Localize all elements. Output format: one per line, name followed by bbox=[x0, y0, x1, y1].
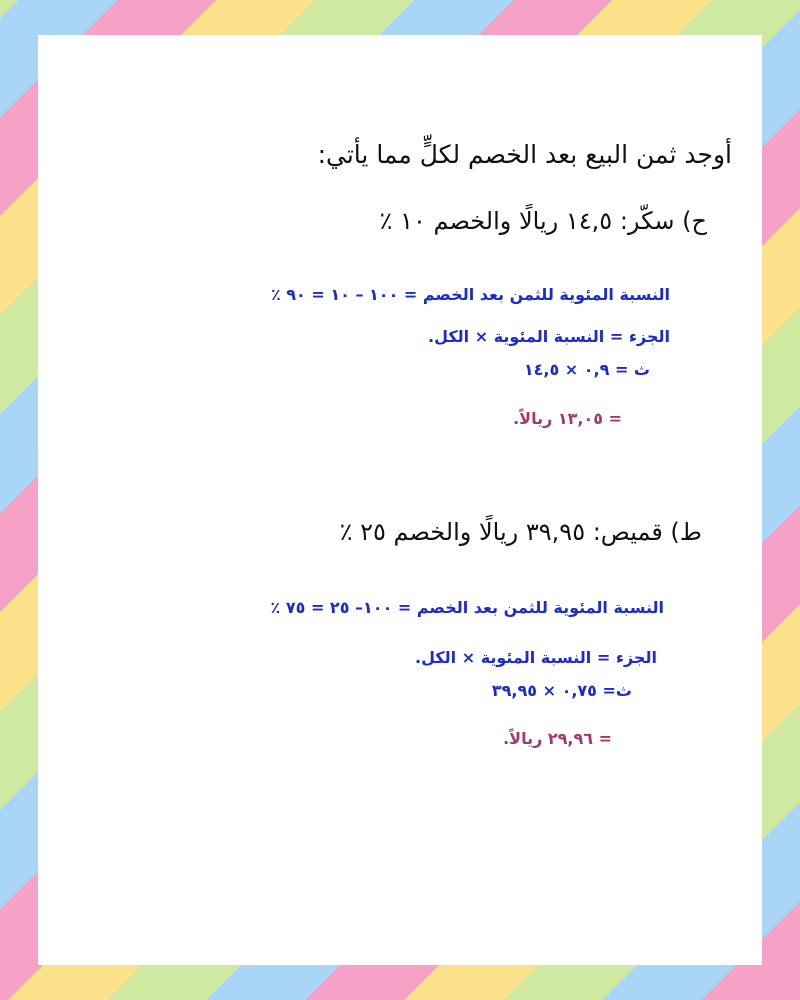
solution-step: النسبة المئوية للثمن بعد الخصم = ١٠٠– ٢٥ = ٧٥ ٪ bbox=[270, 598, 664, 617]
solution-step: الجزء = النسبة المئوية × الكل. bbox=[414, 648, 657, 667]
solution-step: ث= ٠,٧٥ × ٣٩,٩٥ bbox=[491, 681, 632, 700]
solution-answer: = ٢٩,٩٦ ريالاً. bbox=[503, 729, 612, 748]
solution-step: النسبة المئوية للثمن بعد الخصم = ١٠٠ – ١٠ = ٩٠ ٪ bbox=[270, 285, 670, 304]
problem-statement: ح) سكّر: ١٤,٥ ريالًا والخصم ١٠ ٪ bbox=[379, 207, 707, 235]
solution-step: الجزء = النسبة المئوية × الكل. bbox=[427, 327, 670, 346]
solution-answer: = ١٣,٠٥ ريالاً. bbox=[513, 409, 622, 428]
problem-statement: ط) قميص: ٣٩,٩٥ ريالًا والخصم ٢٥ ٪ bbox=[339, 518, 702, 546]
exercise-title: أوجد ثمن البيع بعد الخصم لكلٍّ مما يأتي: bbox=[317, 140, 732, 169]
content-card bbox=[38, 35, 762, 965]
solution-step: ث = ٠,٩ × ١٤,٥ bbox=[523, 360, 650, 379]
